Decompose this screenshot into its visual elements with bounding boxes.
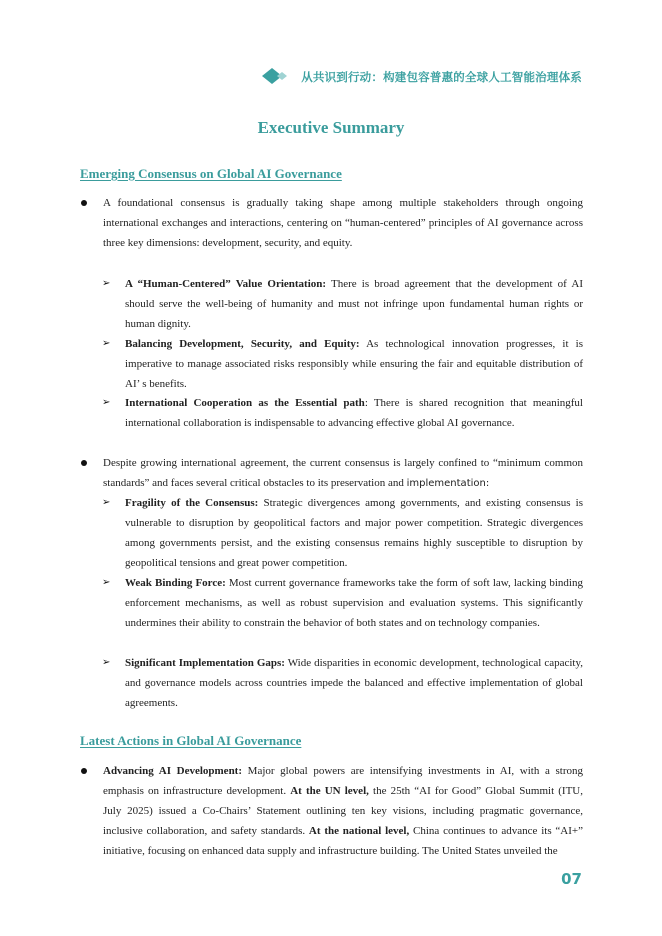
arrow-bullet-icon: ➢: [102, 278, 111, 289]
consensus-sub-item: Fragility of the Consensus: Strategic divergences among governments, and existing consensus is vulnerable to disruption by geopolitical factors and major power competition. Strategic divergences among governments persist, and the existing consensus remains highly susceptible to disruption by geopolitical tensions and great power competition.: [125, 497, 583, 569]
page-number: 07: [561, 870, 582, 888]
header-title: 从共识到行动：构建包容普惠的全球人工智能治理体系: [301, 70, 582, 84]
arrow-bullet-icon: ➢: [102, 577, 111, 588]
consensus-bullet-1: A foundational consensus is gradually taking shape among multiple stakeholders through ongoing international exchanges and interactions, centering on “human-centered” principles of AI governance across three key dimensions: development, security, and equity.: [103, 197, 583, 249]
arrow-bullet-icon: ➢: [102, 397, 111, 408]
arrow-bullet-icon: ➢: [102, 338, 111, 349]
diamond-logo-icon: [262, 66, 302, 86]
page-title: Executive Summary: [257, 118, 405, 137]
arrow-bullet-icon: ➢: [102, 497, 111, 508]
consensus-sub-item: International Cooperation as the Essential path: There is shared recognition that meaningful international collaboration is indispensable to advancing effective global AI governance.: [125, 397, 583, 429]
bullet-dot: [81, 200, 87, 206]
consensus-sub-item: Significant Implementation Gaps: Wide disparities in economic development, technological capacity, and governance models across countries impede the balanced and effective implementation of global agreements.: [125, 657, 583, 709]
consensus-sub-item: Balancing Development, Security, and Equity: As technological innovation progresses, it is imperative to manage associated risks responsibly while ensuring the fair and equitable distribution of AI’ s benefits.: [125, 338, 583, 390]
bullet-dot: [81, 460, 87, 466]
consensus-sub-item: A “Human-Centered” Value Orientation: There is broad agreement that the development of AI should serve the well-being of humanity and must not infringe upon fundamental human rights or human dignity.: [125, 278, 583, 330]
section-heading-consensus: Emerging Consensus on Global AI Governance: [80, 166, 342, 181]
arrow-bullet-icon: ➢: [102, 657, 111, 668]
consensus-bullet-2: Despite growing international agreement, the current consensus is largely confined to “minimum common standards” and faces several critical obstacles to its preservation and implementation:: [103, 457, 583, 489]
bullet-dot: [81, 768, 87, 774]
consensus-sub-item: Weak Binding Force: Most current governance frameworks take the form of soft law, lacking binding enforcement mechanisms, as well as robust supervision and evaluation systems. This significantly undermines their ability to constrain the behavior of both states and on technology companies.: [125, 577, 583, 629]
actions-bullet-1: Advancing AI Development: Major global powers are intensifying investments in AI, with a strong emphasis on infrastructure development. At the UN level, the 25th “AI for Good” Global Summit (ITU, July 2025) issued a Co-Chairs’ Statement outlining ten key visions, including pragmatic governance, inclusive collaboration, and safety standards. At the national level, China continues to advance its “AI+” initiative, focusing on enhanced data supply and infrastructure building. The United States unveiled the: [103, 765, 583, 857]
section-heading-actions: Latest Actions in Global AI Governance: [80, 733, 302, 748]
page-header: [262, 66, 582, 86]
